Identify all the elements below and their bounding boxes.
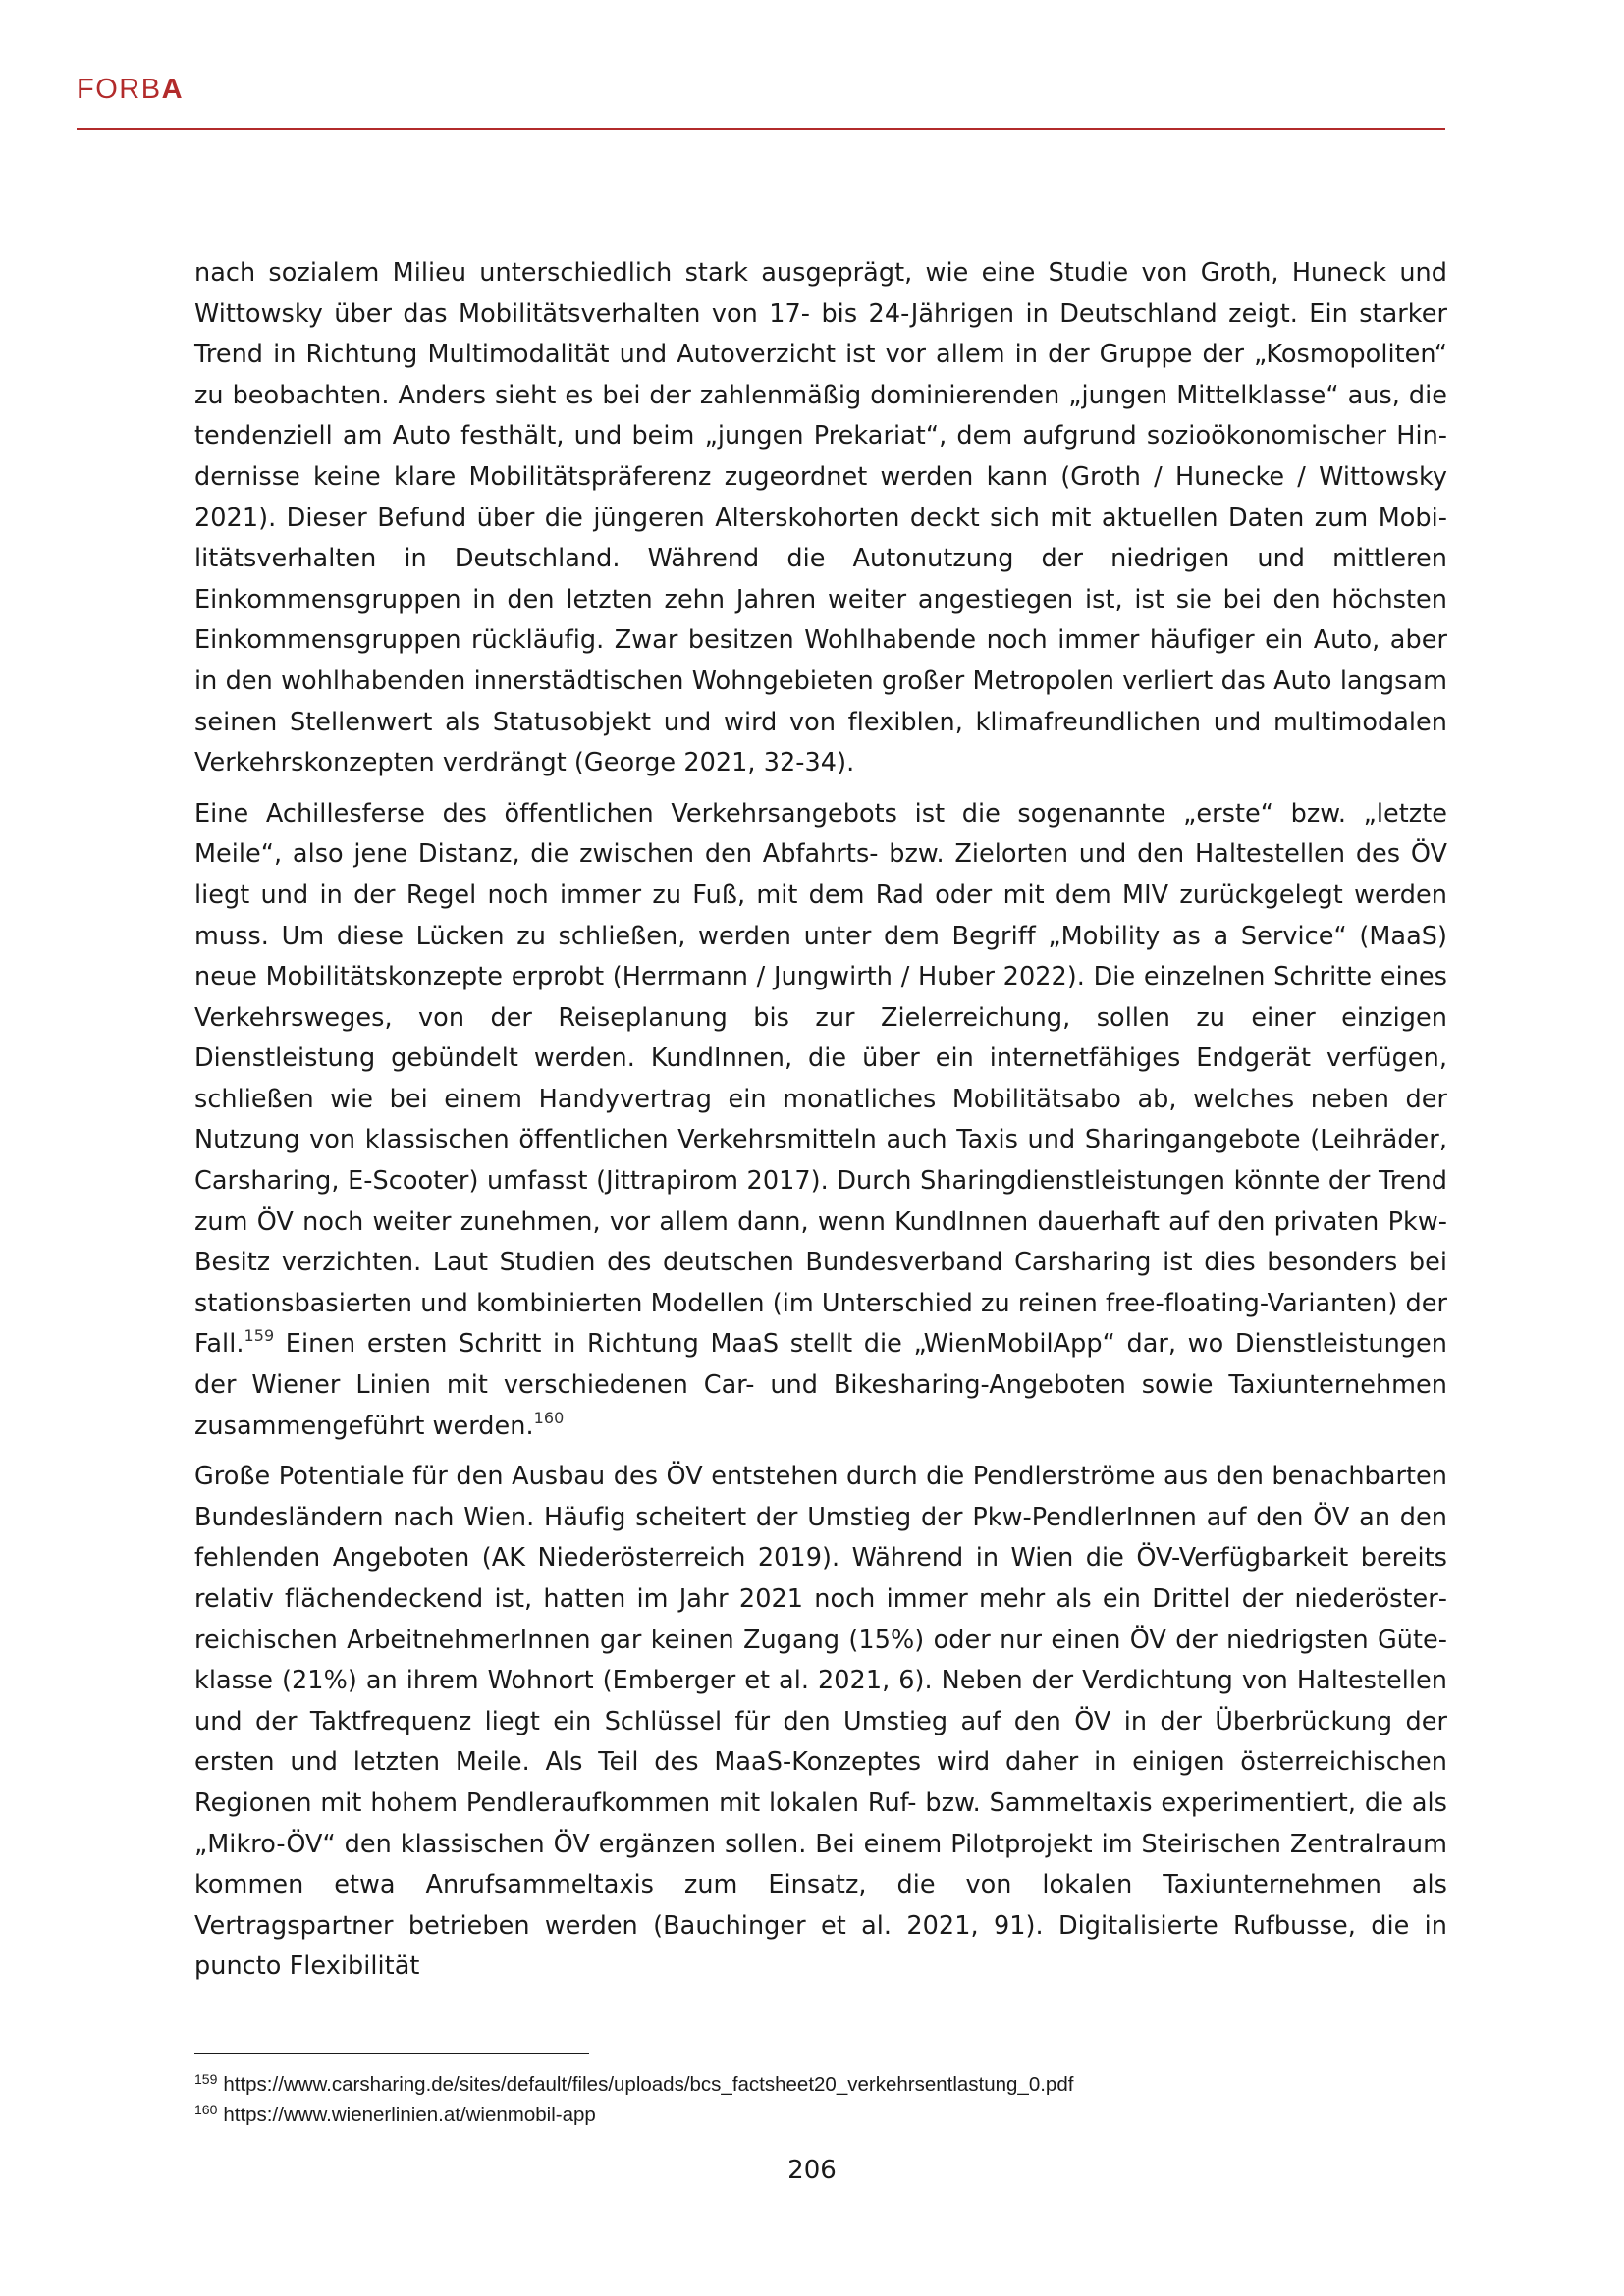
paragraph-3: Große Potentiale für den Ausbau des ÖV entstehen durch die Pendlerströme aus den benachbarten Bundesländern nach Wien. Häufig scheitert der Umstieg der Pkw-PendlerInnen auf den ÖV an den fehlenden Angeboten (AK Niederösterreich 2019). Während in Wien die ÖV-Verfügbarkeit bereits relativ flächendeckend ist, hatten im Jahr 2021 noch immer mehr als ein Drittel der niederösterreichischen ArbeitnehmerInnen gar keinen Zugang (15%) oder nur einen ÖV der niedrigsten Güteklasse (21%) an ihrem Wohnort (Emberger et al. 2021, 6). Neben der Verdichtung von Haltestellen und der Taktfrequenz liegt ein Schlüssel für den Umstieg auf den ÖV in der Überbrückung der ersten und letzten Meile. Als Teil des MaaS-Konzeptes wird daher in einigen österreichischen Regionen mit hohem Pendleraufkommen mit lokalen Ruf- bzw. Sammeltaxis experimentiert, die als „Mikro-ÖV“ den klassischen ÖV ergänzen sollen. Bei einem Pilotprojekt im Steirischen Zentralraum kommen etwa Anrufsammeltaxis zum Einsatz, die von lokalen Taxiunternehmen als Vertragspartner betrieben werden (Bauchinger et al. 2021, 91). Digitalisierte Rufbusse, die in puncto Flexibilität	[194, 1462, 1447, 1982]
paragraph-2-text-cont: Einen ersten Schritt in Richtung MaaS stellt die „WienMobilApp“ dar, wo Dienstleistungen der Wiener Linien mit verschiedenen Car- und Bikesharing-Angeboten sowie Taxiunternehmen zusammengeführt werden.	[194, 1329, 1447, 1441]
header-rule	[77, 128, 1445, 130]
page-number: 206	[787, 2156, 837, 2185]
footnotes	[194, 2069, 1447, 2130]
footnote-rule	[194, 2053, 589, 2054]
footnote-link[interactable]: https://www.carsharing.de/sites/default/files/uploads/bcs_factsheet20_verkehrsentlastung_0.pdf	[223, 2073, 1074, 2096]
footnote-ref-159[interactable]: 159	[244, 1326, 275, 1346]
footnote-ref-160[interactable]: 160	[533, 1408, 565, 1427]
body-text	[194, 253, 1447, 1998]
paragraph-1: nach sozialem Milieu unterschiedlich stark ausgeprägt, wie eine Studie von Groth, Huneck und Wittowsky über das Mobilitätsverhalten von 17- bis 24-Jährigen in Deutschland zeigt. Ein starker Trend in Richtung Multimodalität und Autoverzicht ist vor allem in der Gruppe der „Kosmopoliten“ zu beobachten. Anders sieht es bei der zahlenmäßig dominierenden „jungen Mittelklasse“ aus, die tendenziell am Auto festhält, und beim „jungen Prekariat“, dem aufgrund sozioökonomischer Hindernisse keine klare Mobilitätspräferenz zugeordnet werden kann (Groth / Hunecke / Wittowsky 2021). Dieser Befund über die jüngeren Alterskohorten deckt sich mit aktuellen Daten zum Mobilitätsverhalten in Deutschland. Während die Autonutzung der niedrigen und mittleren Einkommensgruppen in den letzten zehn Jahren weiter angestiegen ist, ist sie bei den höchsten Einkommensgruppen rückläufig. Zwar besitzen Wohlhabende noch immer häufiger ein Auto, aber in den wohlhabenden innerstädtischen Wohngebieten großer Metropolen verliert das Auto langsam seinen Stellenwert als Statusobjekt und wird von flexiblen, klimafreundlichen und multimodalen Verkehrskonzepten verdrängt (George 2021, 32-34).	[194, 258, 1447, 778]
paragraph-2	[194, 794, 1447, 1448]
paragraph-2-text: Eine Achillesferse des öffentlichen Verkehrsangebots ist die sogenannte „erste“ bzw. „letzte Meile“, also jene Distanz, die zwischen den Abfahrts- bzw. Zielorten und den Haltestellen des ÖV liegt und in der Regel noch immer zu Fuß, mit dem Rad oder mit dem MIV zurückgelegt werden muss. Um diese Lücken zu schließen, werden unter dem Begriff „Mobility as a Service“ (MaaS) neue Mobilitätskonzepte erprobt (Herrmann / Jungwirth / Huber 2022). Die einzelnen Schritte eines Verkehrsweges, von der Reiseplanung bis zur Zielerreichung, sollen zu einer einzigen Dienstleistung gebündelt werden. KundInnen, die über ein internetfähiges Endgerät verfügen, schließen wie bei einem Handyvertrag ein monatliches Mobilitätsabo ab, welches neben der Nutzung von klassischen öffentlichen Verkehrsmitteln auch Taxis und Sharingangebote (Leihräder, Carsharing, E-Scooter) umfasst (Jittrapirom 2017). Durch Sharingdienstleistungen könnte der Trend zum ÖV noch weiter zunehmen, vor allem dann, wenn KundInnen dauerhaft auf den privaten Pkw-Besitz verzichten. Laut Studien des deutschen Bundesverband Carsharing ist dies besonders bei stationsbasierten und kombinierten Modellen (im Unterschied zu reinen free-floating-Varianten) der Fall.	[194, 798, 1448, 1360]
footnote-159	[194, 2069, 1447, 2100]
logo-text-bold: A	[161, 74, 185, 105]
footnote-link[interactable]: https://www.wienerlinien.at/wienmobil-app	[223, 2104, 596, 2126]
footnote-number: 160	[194, 2102, 218, 2117]
footnote-number: 159	[194, 2071, 218, 2087]
logo-text-light: FORB	[77, 74, 162, 105]
forba-logo	[77, 73, 184, 106]
footnote-160	[194, 2100, 1447, 2130]
